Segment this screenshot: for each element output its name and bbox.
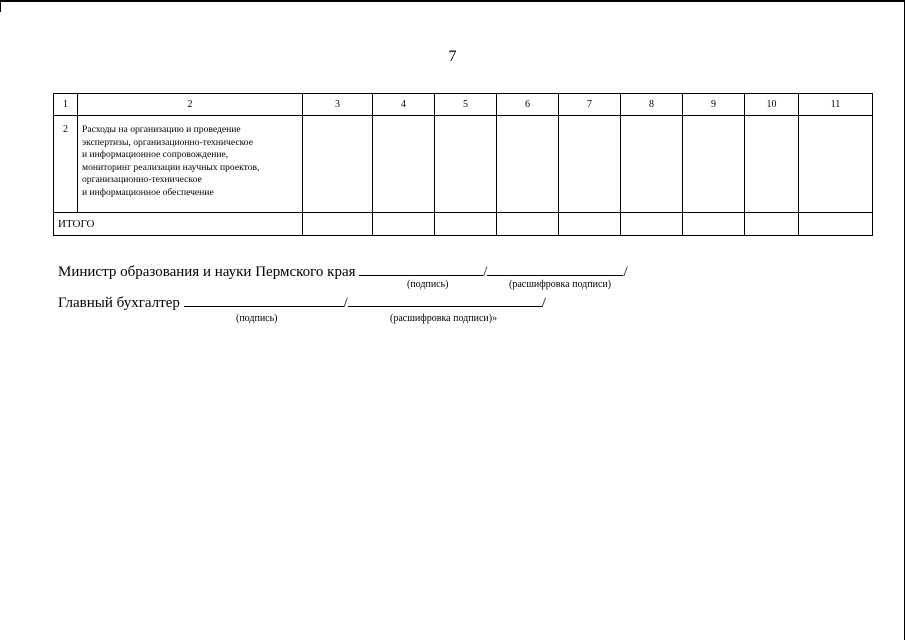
empty-cell (303, 116, 373, 213)
empty-cell (683, 116, 745, 213)
page-number: 7 (448, 48, 457, 65)
empty-cell (497, 213, 559, 236)
accountant-signature-field[interactable] (184, 292, 344, 307)
empty-cell (435, 213, 497, 236)
column-header: 7 (559, 94, 621, 116)
page-top-border (0, 0, 905, 2)
column-header: 1 (54, 94, 78, 116)
accountant-signature-line (58, 292, 546, 312)
empty-cell (621, 116, 683, 213)
empty-cell (559, 213, 621, 236)
empty-cell (559, 116, 621, 213)
column-header: 6 (497, 94, 559, 116)
description-line: и информационное сопровождение, (82, 149, 229, 160)
column-header: 10 (745, 94, 799, 116)
column-header: 3 (303, 94, 373, 116)
description-line: организационно-техническое (82, 174, 202, 185)
minister-signature-line (58, 261, 628, 281)
empty-cell (497, 116, 559, 213)
table-header-row (54, 94, 873, 116)
empty-cell (745, 213, 799, 236)
row-description (78, 116, 303, 213)
empty-cell (745, 116, 799, 213)
separator: / (541, 295, 546, 311)
description-line: мониторинг реализации научных проектов, (82, 161, 260, 173)
total-label: ИТОГО (54, 213, 303, 236)
accountant-name-field[interactable] (348, 292, 542, 307)
description-line: Расходы на организацию и проведение (82, 124, 241, 135)
empty-cell (621, 213, 683, 236)
column-header: 4 (373, 94, 435, 116)
total-row (54, 213, 873, 236)
separator: / (623, 264, 628, 280)
minister-sign-caption: (подпись) (407, 279, 449, 290)
minister-title: Министр образования и науки Пермского края (58, 264, 356, 280)
minister-name-field[interactable] (487, 261, 623, 276)
accountant-name-caption: (расшифровка подписи)» (390, 313, 498, 324)
column-header: 8 (621, 94, 683, 116)
expense-table (53, 93, 873, 236)
empty-cell (373, 213, 435, 236)
empty-cell (303, 213, 373, 236)
table-row (54, 116, 873, 213)
column-header: 2 (78, 94, 303, 116)
column-header: 9 (683, 94, 745, 116)
minister-name-caption: (расшифровка подписи) (509, 279, 612, 290)
empty-cell (799, 116, 873, 213)
separator: / (483, 264, 488, 280)
empty-cell (373, 116, 435, 213)
page-left-border (0, 0, 1, 12)
separator: / (343, 295, 348, 311)
description-line: и информационное обеспечение (82, 186, 214, 198)
accountant-sign-caption: (подпись) (236, 313, 278, 324)
empty-cell (799, 213, 873, 236)
empty-cell (683, 213, 745, 236)
column-header: 5 (435, 94, 497, 116)
empty-cell (435, 116, 497, 213)
description-line: экспертизы, организационно-техническое (82, 136, 253, 148)
accountant-title: Главный бухгалтер (58, 295, 180, 311)
row-number: 2 (54, 116, 78, 213)
column-header: 11 (799, 94, 873, 116)
minister-signature-field[interactable] (359, 261, 483, 276)
